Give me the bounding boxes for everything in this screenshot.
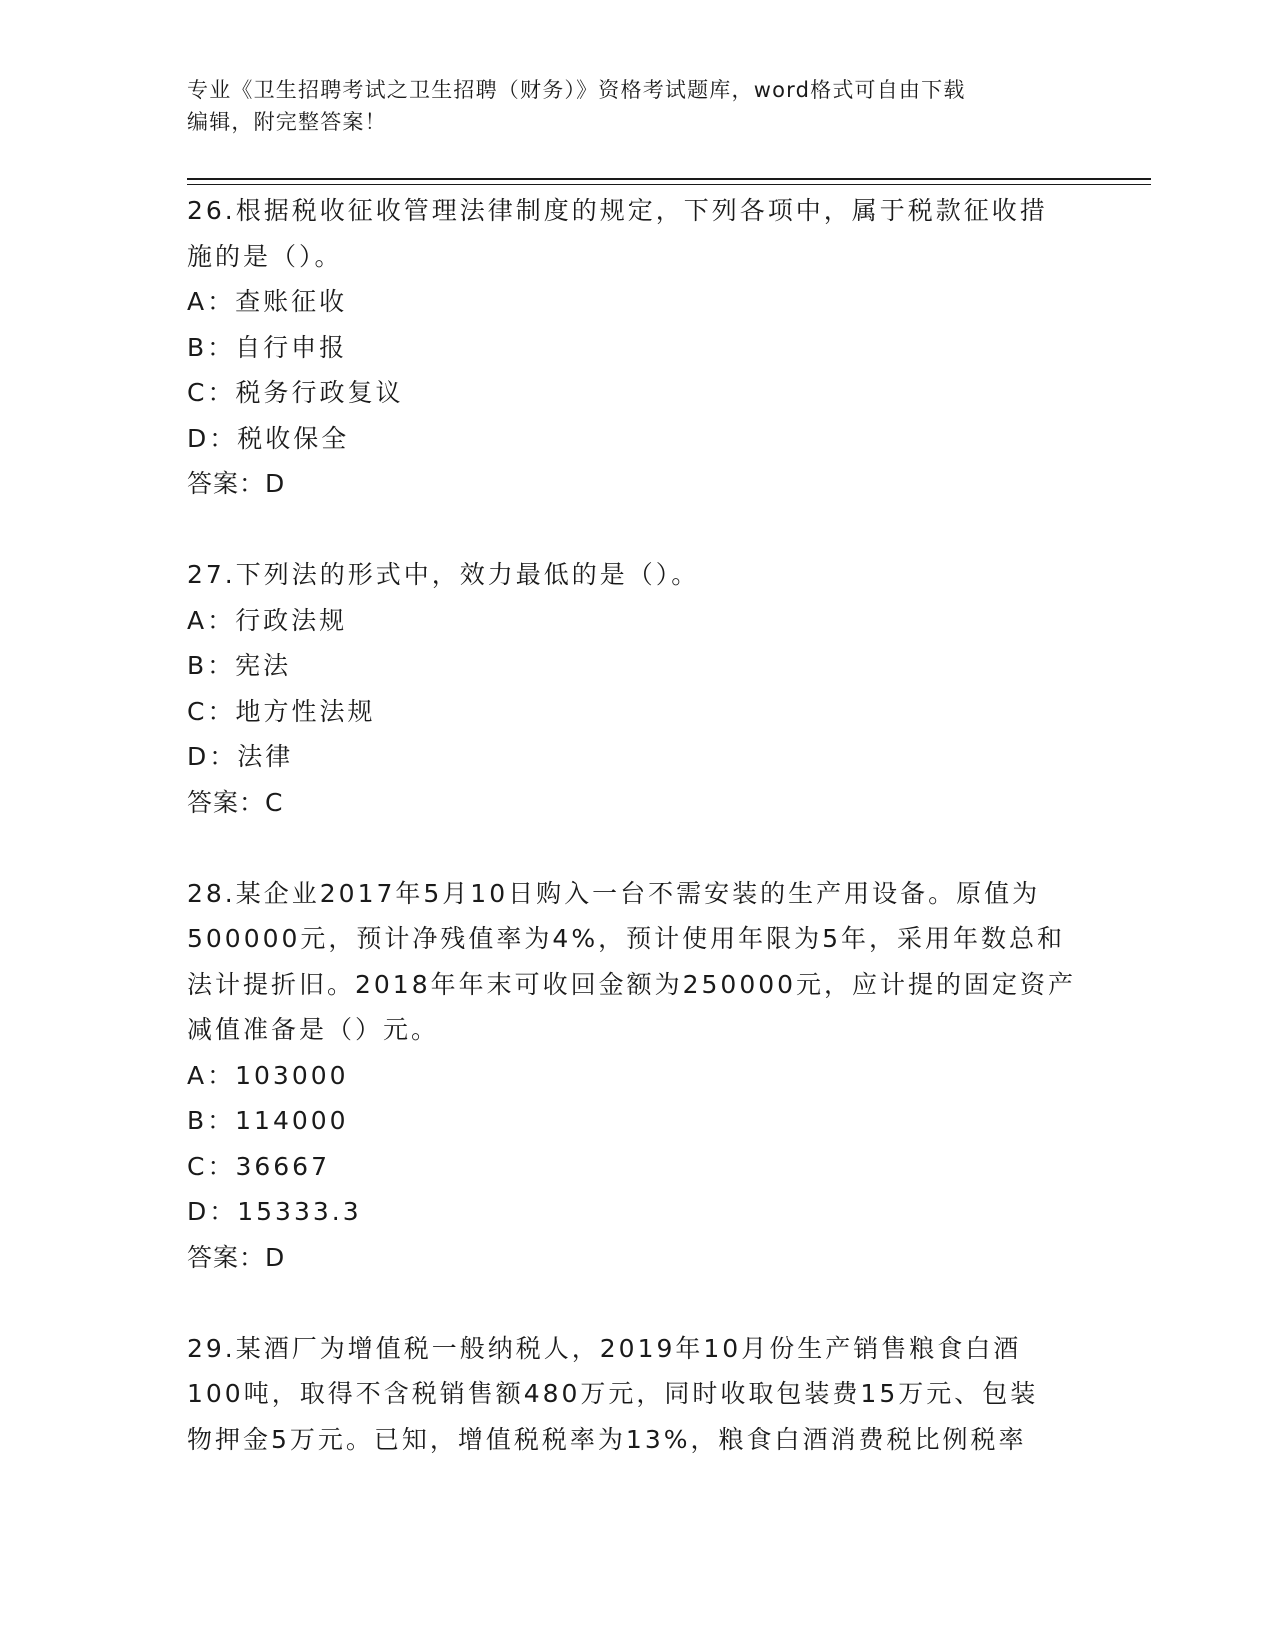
- question-stem-line: 100吨，取得不含税销售额480万元，同时收取包装费15万元、包装: [187, 1379, 1039, 1408]
- answer-line: 答案：D: [187, 1242, 286, 1272]
- question-26: [187, 188, 1087, 507]
- header-line-1: 专业《卫生招聘考试之卫生招聘（财务）》资格考试题库，word格式可自由下载: [187, 78, 966, 102]
- header-divider-thin: [187, 184, 1151, 185]
- option-c: C：36667: [187, 1151, 330, 1181]
- question-spacer: [187, 825, 1087, 871]
- option-d: D：法律: [187, 742, 294, 771]
- question-28: [187, 871, 1087, 1281]
- question-29: [187, 1326, 1087, 1463]
- question-27: [187, 552, 1087, 825]
- option-b: B：114000: [187, 1106, 349, 1135]
- question-stem-line: 29.某酒厂为增值税一般纳税人，2019年10月份生产销售粮食白酒: [187, 1333, 1022, 1363]
- question-stem-line: 500000元，预计净残值率为4%，预计使用年限为5年，采用年数总和: [187, 924, 1066, 953]
- option-d: D：15333.3: [187, 1197, 362, 1226]
- question-stem-line: 28.某企业2017年5月10日购入一台不需安装的生产用设备。原值为: [187, 878, 1041, 908]
- question-stem-line: 法计提折旧。2018年年末可收回金额为250000元，应计提的固定资产: [187, 969, 1077, 999]
- option-b: B：自行申报: [187, 332, 348, 362]
- question-stem-line: 27.下列法的形式中，效力最低的是（）。: [187, 560, 700, 589]
- question-spacer: [187, 507, 1087, 553]
- question-spacer: [187, 1280, 1087, 1326]
- option-a: A：查账征收: [187, 287, 348, 316]
- answer-line: 答案：C: [187, 787, 284, 817]
- option-c: C：地方性法规: [187, 696, 376, 726]
- header-line-2: 编辑，附完整答案！: [187, 110, 387, 134]
- header-divider-thick: [187, 178, 1151, 180]
- question-stem-line: 减值准备是（）元。: [187, 1015, 440, 1044]
- question-stem-line: 26.根据税收征收管理法律制度的规定，下列各项中，属于税款征收措: [187, 196, 1048, 225]
- question-list: [187, 188, 1087, 1462]
- question-stem-line: 施的是（）。: [187, 241, 343, 271]
- option-d: D：税收保全: [187, 423, 350, 453]
- option-a: A：行政法规: [187, 605, 348, 635]
- option-c: C：税务行政复议: [187, 378, 404, 407]
- option-b: B：宪法: [187, 651, 292, 680]
- option-a: A：103000: [187, 1060, 349, 1090]
- answer-line: 答案：D: [187, 469, 286, 498]
- question-stem-line: 物押金5万元。已知，增值税税率为13%，粮食白酒消费税比例税率: [187, 1424, 1027, 1454]
- document-header: [187, 74, 1067, 138]
